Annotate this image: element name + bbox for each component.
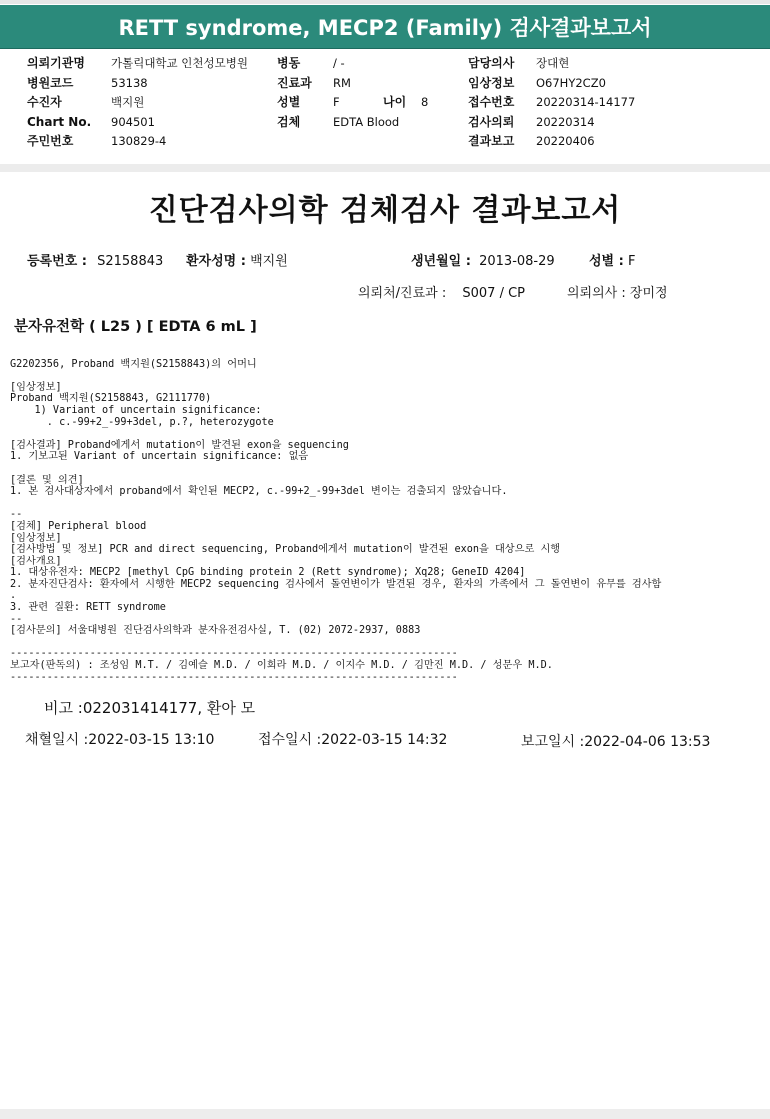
body-line: . — [10, 590, 17, 602]
info-value: 53138 — [111, 75, 148, 90]
report-time — [521, 731, 710, 751]
info-label: Chart No. — [27, 114, 92, 129]
info-label: 검사의뢰 — [468, 114, 515, 129]
receive-label: 접수일시 : — [258, 732, 322, 748]
body-line: [임상정보] — [10, 532, 62, 544]
info-value: O67HY2CZ0 — [536, 75, 606, 90]
dept-value: S007 / CP — [462, 286, 526, 301]
info-value: F — [333, 95, 340, 109]
body-line: 1) Variant of uncertain significance: — [10, 404, 262, 416]
info-value: 904501 — [111, 114, 155, 129]
doctor-label: 의뢰의사 : — [567, 286, 626, 301]
info-label: 의뢰기관명 — [27, 56, 85, 70]
body-line — [10, 498, 661, 510]
info-value: 장대현 — [536, 56, 570, 70]
info-label: 검체 — [277, 114, 301, 129]
body-line: [검체] Peripheral blood — [10, 520, 147, 532]
body-line: 1. 기보고된 Variant of uncertain significance: 없음 — [10, 451, 309, 463]
reg-label: 등록번호 : — [27, 254, 87, 269]
patient-sex — [589, 250, 635, 269]
info-label: 결과보고 — [468, 134, 515, 148]
remark-value: 022031414177, 환아 모 — [82, 699, 256, 717]
info-value: / - — [333, 56, 345, 70]
body-line: 1. 대상유전자: MECP2 [methyl CpG binding protein 2 (Rett syndrome); Xq28; GeneID 4204] — [10, 567, 526, 579]
body-line: ------------------------------------------------------------------------- — [10, 671, 458, 683]
body-line: [검사결과] Proband에게서 mutation이 발견된 exon을 sequencing — [10, 439, 349, 451]
body-line: Proband 백지원(S2158843, G2111770) — [10, 393, 212, 405]
info-column-1 — [27, 54, 248, 152]
info-label: 성별 — [277, 95, 301, 109]
body-line: [검사방법 및 정보] PCR and direct sequencing, Proband에게서 mutation이 발견된 exon을 대상으로 시행 — [10, 544, 561, 556]
info-value: RM — [333, 75, 351, 90]
reg-value: S2158843 — [97, 254, 164, 269]
dept-label: 의뢰처/진료과 : — [358, 286, 447, 301]
registration-number — [27, 250, 163, 269]
report-title: 진단검사의학 검체검사 결과보고서 — [148, 193, 622, 228]
date-of-birth — [411, 250, 555, 269]
doctor-value: 장미정 — [629, 286, 668, 301]
receipt-time — [258, 729, 447, 749]
info-label: 수진자 — [27, 95, 62, 109]
info-value: 가톨릭대학교 인천성모병원 — [111, 56, 248, 70]
info-column-3 — [468, 54, 635, 152]
info-value: EDTA Blood — [333, 114, 400, 129]
body-line: [검사개요] — [10, 555, 62, 567]
remark-label: 비고 : — [44, 699, 83, 717]
section-divider — [0, 164, 770, 172]
collect-label: 채혈일시 : — [25, 732, 89, 748]
name-label: 환자성명 : — [186, 254, 246, 269]
body-line: G2202356, Proband 백지원(S2158843)의 어머니 — [10, 358, 257, 370]
report-time-label: 보고일시 : — [521, 734, 585, 750]
info-label: 병동 — [277, 56, 301, 70]
ordering-doctor — [567, 282, 668, 301]
report-time-value: 2022-04-06 13:53 — [584, 734, 711, 750]
body-line: . c.-99+2_-99+3del, p.?, heterozygote — [10, 416, 274, 428]
body-line: [임상정보] — [10, 381, 62, 393]
dob-value: 2013-08-29 — [479, 254, 555, 269]
info-value: 20220314-14177 — [536, 95, 636, 109]
report-header-title: RETT syndrome, MECP2 (Family) 검사결과보고서 — [0, 5, 770, 49]
body-line: 보고자(판독의) : 조성임 M.T. / 김예슬 M.D. / 이희라 M.D. / 이지수 M.D. / 김만진 M.D. / 성문우 M.D. — [10, 660, 553, 672]
info-value: 백지원 — [111, 95, 145, 109]
body-line: -- — [10, 613, 23, 625]
age-label: 나이 — [383, 95, 407, 109]
body-line: [검사문의] 서울대병원 진단검사의학과 분자유전검사실, T. (02) 2072-2937, 0883 — [10, 625, 421, 637]
receive-value: 2022-03-15 14:32 — [321, 732, 448, 748]
info-label: 병원코드 — [27, 75, 74, 90]
body-line — [10, 637, 661, 649]
remarks — [44, 697, 255, 718]
collect-value: 2022-03-15 13:10 — [88, 732, 215, 748]
dob-label: 생년월일 : — [411, 254, 471, 269]
collection-time — [25, 729, 214, 749]
age-value: 8 — [421, 95, 429, 109]
info-label: 담당의사 — [468, 56, 515, 70]
section-title: 분자유전학 ( L25 ) [ EDTA 6 mL ] — [14, 319, 257, 335]
body-line: 3. 관련 질환: RETT syndrome — [10, 602, 166, 614]
report-body — [10, 347, 661, 695]
body-line: ------------------------------------------------------------------------- — [10, 648, 458, 660]
info-value: 20220314 — [536, 114, 595, 129]
body-line: 1. 본 검사대상자에서 proband에서 확인된 MECP2, c.-99+2_-99+3del 변이는 검출되지 않았습니다. — [10, 486, 508, 498]
info-column-2 — [277, 54, 428, 132]
patient-name — [186, 250, 288, 269]
info-label: 접수번호 — [468, 95, 515, 109]
body-line — [10, 370, 661, 382]
sex-label: 성별 : — [589, 254, 624, 269]
body-line — [10, 463, 661, 475]
info-label: 임상정보 — [468, 75, 515, 90]
body-line: 2. 분자진단검사: 환자에서 시행한 MECP2 sequencing 검사에서 돌연변이가 발견된 경우, 환자의 가족에서 그 돌연변이 유무를 검사함 — [10, 578, 662, 590]
top-band — [0, 0, 770, 4]
department — [358, 282, 525, 301]
name-value: 백지원 — [250, 254, 288, 269]
bottom-band — [0, 1109, 770, 1119]
info-label: 주민번호 — [27, 134, 74, 148]
info-label: 진료과 — [277, 75, 312, 90]
info-value: 20220406 — [536, 134, 595, 148]
sex-value: F — [627, 254, 636, 269]
body-line — [10, 428, 661, 440]
body-line: -- — [10, 509, 23, 521]
info-value: 130829-4 — [111, 134, 167, 148]
body-line: [결론 및 의견] — [10, 474, 84, 486]
